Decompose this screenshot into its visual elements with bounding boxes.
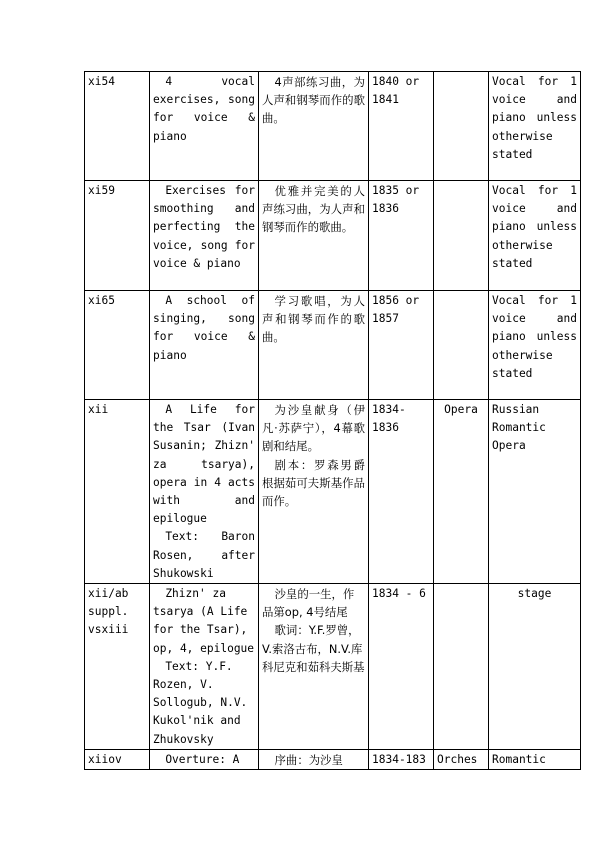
- catalog-number-cell: xiiov: [85, 749, 150, 769]
- notes-cell: Vocal for 1 voice and piano unless otherwise stated: [489, 181, 581, 291]
- libretto-text: Text: Baron Rosen, after Shukowski: [153, 530, 262, 580]
- date-cell: 1835 or 1836: [369, 181, 434, 291]
- title-text: A school of singing, song for voice & piano: [153, 294, 262, 362]
- chinese-title-text: 沙皇的一生，作品第op, 4号结尾: [262, 587, 355, 620]
- title-cell: [150, 72, 262, 181]
- genre-cell: [434, 584, 489, 750]
- date-cell: 1856 or 1857: [369, 291, 434, 400]
- date-cell: 1834-183: [369, 749, 434, 769]
- title-text: Overture: A: [165, 752, 240, 766]
- genre-cell: Orches: [434, 749, 489, 769]
- catalog-number-cell: xii: [85, 400, 150, 584]
- chinese-libretto-text: 剧本：罗森男爵根据茹可夫斯基作品而作。: [262, 457, 365, 509]
- genre-cell: [434, 72, 489, 181]
- table-row: [85, 72, 581, 181]
- catalog-number-cell: xii/ab suppl. vsxiii: [85, 584, 150, 750]
- table-row: [85, 400, 581, 584]
- title-text: Zhizn' za tsarya (A Life for the Tsar), op, 4, epilogue: [153, 587, 255, 655]
- genre-cell: [434, 291, 489, 400]
- table-row: [85, 584, 581, 750]
- notes-cell: Vocal for 1 voice and piano unless otherwise stated: [489, 72, 581, 181]
- title-cell: [150, 584, 259, 750]
- catalog-number-cell: xi65: [85, 291, 150, 400]
- title-cell: [150, 400, 262, 584]
- notes-cell: Vocal for 1 voice and piano unless otherwise stated: [489, 291, 581, 400]
- title-cell: [150, 749, 259, 769]
- chinese-title-text: 为沙皇献身（伊凡·苏萨宁），4幕歌剧和结尾。: [262, 403, 365, 454]
- chinese-lyrics-text: 歌词：Y.F.罗曾，V.索洛古布，N.V.库科尼克和茹科夫斯基: [262, 623, 365, 674]
- notes-cell: Russian Romantic Opera: [489, 400, 581, 584]
- notes-cell: stage: [489, 584, 581, 750]
- title-text: A Life for the Tsar (Ivan Susanin; Zhizn' za tsarya), opera in 4 acts with and epilogue: [153, 403, 262, 526]
- chinese-title-cell: [259, 749, 369, 769]
- chinese-title-text: 序曲：为沙皇: [274, 752, 343, 767]
- genre-cell: [434, 181, 489, 291]
- chinese-title-cell: [259, 400, 369, 584]
- table-row: [85, 181, 581, 291]
- table-row: [85, 749, 581, 769]
- chinese-title-text: 4声部练习曲，为人声和钢琴而作的歌曲。: [262, 75, 365, 126]
- table-row: [85, 291, 581, 400]
- title-text: Exercises for smoothing and perfecting the voice, song for voice & piano: [153, 184, 262, 270]
- notes-cell: Romantic: [489, 749, 581, 769]
- catalog-table: [84, 71, 584, 770]
- chinese-title-cell: [259, 181, 369, 291]
- title-text: 4 vocal exercises, song for voice & piano: [153, 75, 262, 143]
- date-cell: 1834 - 6: [369, 584, 434, 750]
- chinese-title-cell: [259, 72, 369, 181]
- catalog-number-cell: xi59: [85, 181, 150, 291]
- chinese-title-text: 优雅并完美的人声练习曲，为人声和钢琴而作的歌曲。: [262, 184, 365, 235]
- date-cell: 1834-1836: [369, 400, 434, 584]
- chinese-title-cell: [259, 584, 369, 750]
- catalog-number-cell: xi54: [85, 72, 150, 181]
- genre-cell: Opera: [434, 400, 489, 584]
- chinese-title-cell: [259, 291, 369, 400]
- lyrics-text: Text: Y.F. Rozen, V. Sollogub, N.V. Kukol'nik and Zhukovsky: [153, 659, 255, 746]
- title-cell: [150, 291, 262, 400]
- chinese-title-text: 学习歌唱，为人声和钢琴而作的歌曲。: [262, 294, 365, 345]
- title-cell: [150, 181, 262, 291]
- date-cell: 1840 or 1841: [369, 72, 434, 181]
